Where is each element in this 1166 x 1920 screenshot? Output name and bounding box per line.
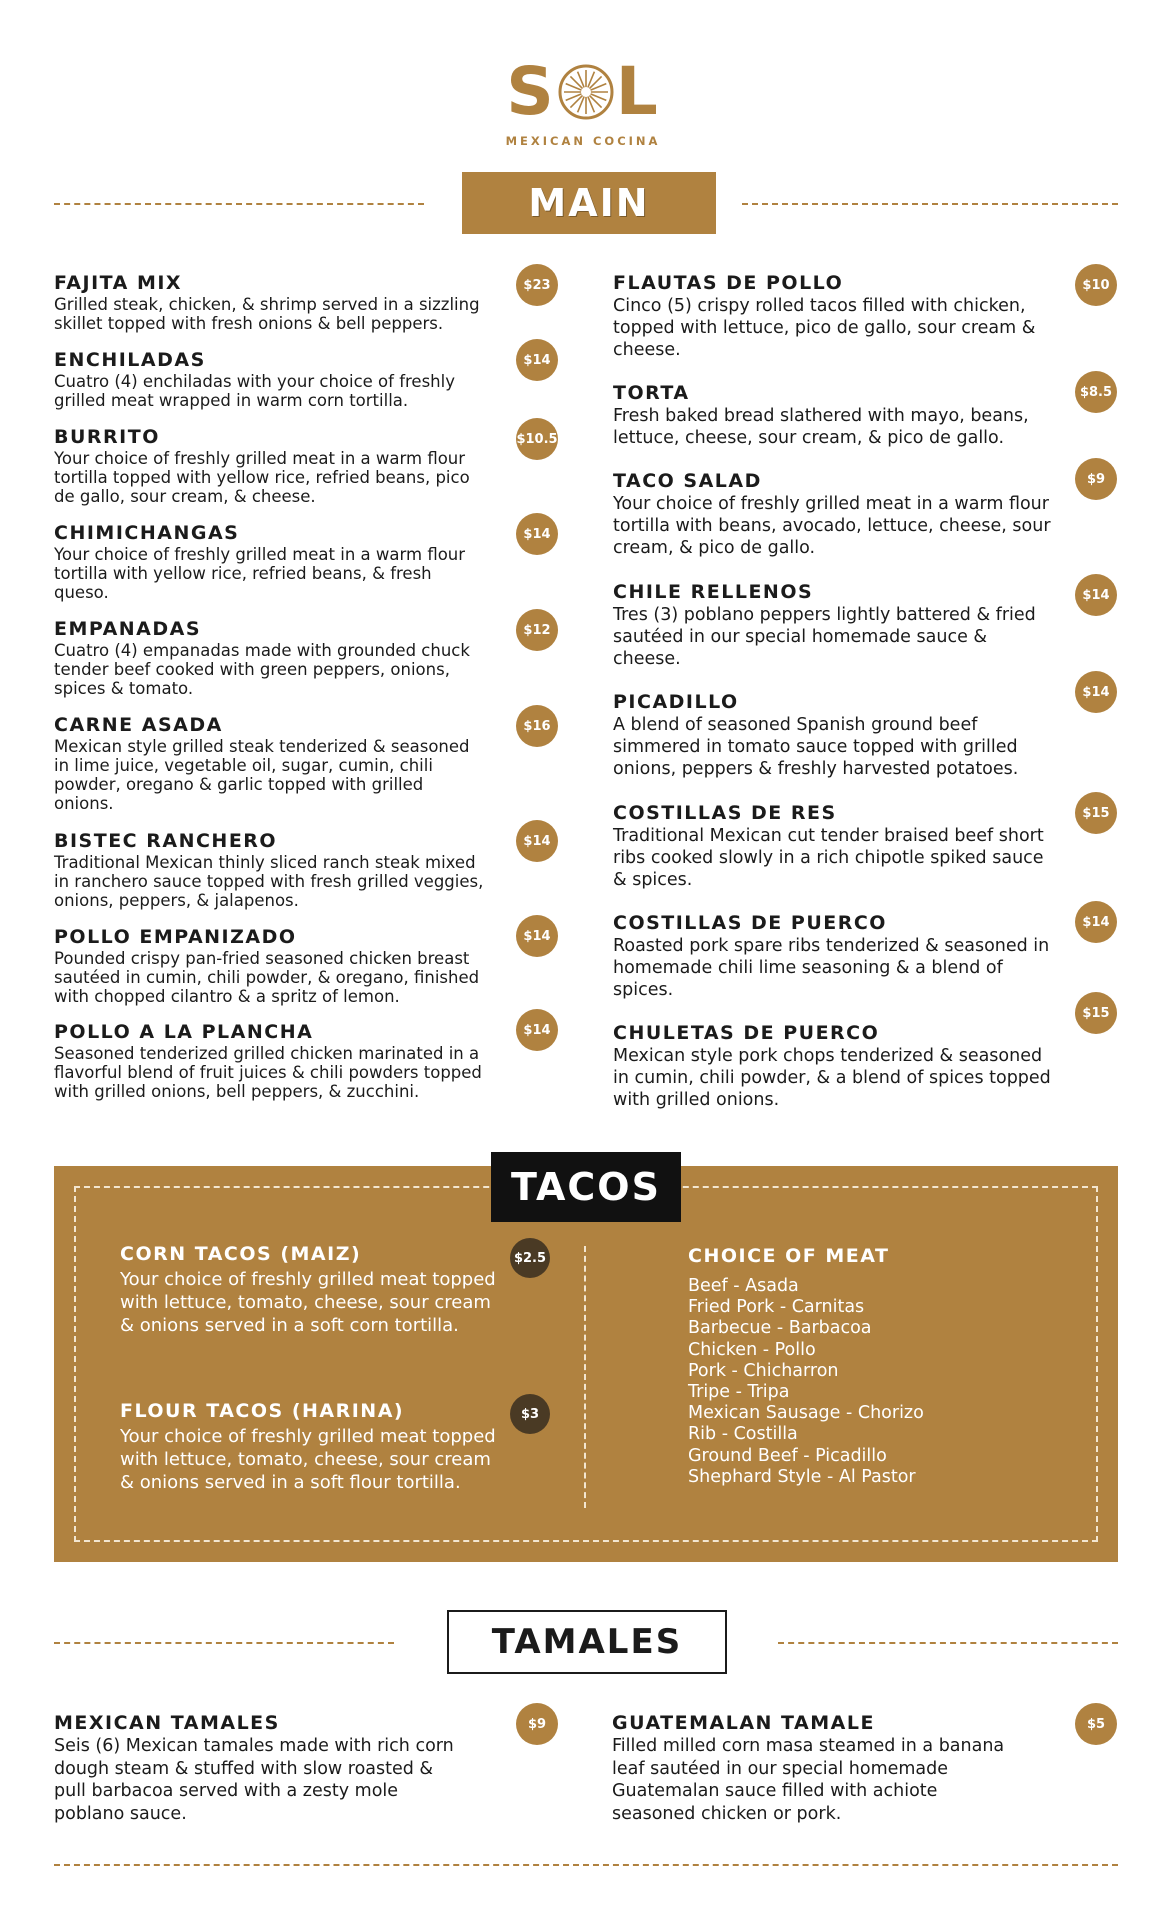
item-name: FLOUR TACOS (HARINA) [120, 1400, 405, 1422]
logo-wordmark [506, 53, 660, 130]
item-description: Your choice of freshly grilled meat in a warm flour tortilla topped with yellow rice, refried beans, pico de gallo, sour cream, & cheese. [54, 449, 470, 506]
menu-item [612, 1712, 1012, 1825]
menu-item [613, 1022, 1053, 1111]
menu-item [54, 714, 484, 813]
logo-tagline: MEXICAN COCINA [505, 134, 661, 148]
price-badge: $23 [516, 264, 558, 306]
item-name: BURRITO [54, 426, 160, 448]
price-badge: $15 [1075, 992, 1117, 1034]
price-badge: $10.5 [516, 418, 558, 460]
price-badge: $16 [516, 705, 558, 747]
divider-right [742, 203, 1118, 205]
item-name: CHILE RELLENOS [613, 581, 814, 603]
menu-item [613, 802, 1053, 891]
item-description: Cinco (5) crispy rolled tacos filled with chicken, topped with lettuce, pico de gallo, sour cream & cheese. [613, 296, 1036, 360]
meat-option: Chicken - Pollo [688, 1339, 816, 1360]
item-description: Seis (6) Mexican tamales made with rich corn dough steam & stuffed with slow roasted & pull barbacoa served with a zesty mole poblano sauce. [54, 1736, 454, 1824]
item-name: TORTA [613, 382, 690, 404]
divider-left [54, 1642, 394, 1644]
tacos-panel [54, 1166, 1118, 1562]
section-title-tacos: TACOS [491, 1152, 681, 1222]
menu-item [120, 1399, 510, 1494]
meat-option: Tripe - Tripa [688, 1382, 790, 1403]
item-description: Your choice of freshly grilled meat in a warm flour tortilla with yellow rice, refried beans, & fresh queso. [54, 545, 466, 602]
item-description: Your choice of freshly grilled meat in a warm flour tortilla with beans, avocado, lettuce, cheese, sour cream, & pico de gallo. [613, 494, 1051, 558]
price-badge: $14 [1075, 574, 1117, 616]
menu-item [54, 349, 484, 410]
price-badge: $8.5 [1075, 371, 1117, 413]
item-name: PICADILLO [613, 691, 739, 713]
price-badge: $9 [1075, 458, 1117, 500]
section-title-main: MAIN [462, 172, 716, 234]
menu-item [54, 426, 484, 506]
item-name: GUATEMALAN TAMALE [612, 1712, 875, 1734]
item-description: Roasted pork spare ribs tenderized & seasoned in homemade chili lime seasoning & a blend of spices. [613, 936, 1050, 1000]
menu-item [54, 522, 484, 602]
item-description: Mexican style grilled steak tenderized & seasoned in lime juice, vegetable oil, sugar, cumin, chili powder, oregano & garlic topped with grilled onions. [54, 737, 470, 813]
price-badge: $3 [510, 1394, 550, 1434]
price-badge: $5 [1075, 1703, 1117, 1745]
tacos-divider [584, 1246, 586, 1508]
price-badge: $9 [516, 1703, 558, 1745]
divider-left [54, 203, 424, 205]
meat-option: Rib - Costilla [688, 1424, 798, 1445]
menu-item [613, 470, 1053, 559]
price-badge: $2.5 [510, 1238, 550, 1278]
logo-letter-l: L [615, 53, 660, 130]
item-name: CHIMICHANGAS [54, 522, 240, 544]
item-description: Grilled steak, chicken, & shrimp served in a sizzling skillet topped with fresh onions & bell peppers. [54, 295, 480, 333]
section-title-tamales: TAMALES [447, 1610, 727, 1674]
price-badge: $14 [516, 339, 558, 381]
item-name: CORN TACOS (MAIZ) [120, 1243, 362, 1265]
menu-item [613, 581, 1053, 670]
price-badge: $10 [1075, 264, 1117, 306]
item-description: Cuatro (4) empanadas made with grounded chuck tender beef cooked with green peppers, onions, spices & tomato. [54, 641, 470, 698]
meat-option: Ground Beef - Picadillo [688, 1445, 887, 1466]
item-description: Filled milled corn masa steamed in a banana leaf sautéed in our special homemade Guatemalan sauce filled with achiote seasoned chicken or pork. [612, 1736, 1005, 1824]
price-badge: $14 [516, 915, 558, 957]
item-name: POLLO EMPANIZADO [54, 926, 297, 948]
price-badge: $14 [1075, 901, 1117, 943]
item-description: Fresh baked bread slathered with mayo, beans, lettuce, cheese, sour cream, & pico de gallo. [613, 406, 1029, 448]
divider-right [778, 1642, 1118, 1644]
item-description: Pounded crispy pan-fried seasoned chicken breast sautéed in cumin, chili powder, & oregano, finished with chopped cilantro & a spritz of lemon. [54, 949, 480, 1006]
menu-item [613, 382, 1053, 449]
item-name: MEXICAN TAMALES [54, 1712, 280, 1734]
menu-item [54, 272, 484, 333]
menu-item [613, 272, 1053, 361]
price-badge: $15 [1075, 792, 1117, 834]
meat-option: Fried Pork - Carnitas [688, 1297, 865, 1318]
item-name: ENCHILADAS [54, 349, 206, 371]
item-description: Your choice of freshly grilled meat topped with lettuce, tomato, cheese, sour cream & onions served in a soft flour tortilla. [120, 1426, 496, 1493]
item-description: Mexican style pork chops tenderized & seasoned in cumin, chili powder, & a blend of spices topped with grilled onions. [613, 1046, 1051, 1110]
item-name: FAJITA MIX [54, 272, 183, 294]
meat-option: Shephard Style - Al Pastor [688, 1466, 916, 1487]
item-name: TACO SALAD [613, 470, 762, 492]
item-description: Cuatro (4) enchiladas with your choice of freshly grilled meat wrapped in warm corn tortilla. [54, 372, 455, 410]
logo-letter-s: S [506, 53, 556, 130]
item-name: COSTILLAS DE PUERCO [613, 912, 887, 934]
meat-option: Barbecue - Barbacoa [688, 1318, 872, 1339]
meat-list [688, 1276, 924, 1488]
menu-item [54, 1021, 484, 1101]
divider-bottom [54, 1864, 1118, 1866]
price-badge: $14 [516, 1009, 558, 1051]
menu-item [54, 1712, 454, 1825]
item-name: FLAUTAS DE POLLO [613, 272, 844, 294]
menu-item [54, 926, 484, 1006]
price-badge: $14 [1075, 671, 1117, 713]
menu-item [54, 618, 484, 698]
item-name: CARNE ASADA [54, 714, 223, 736]
item-description: Traditional Mexican thinly sliced ranch steak mixed in ranchero sauce topped with fresh grilled veggies, onions, peppers, & jalapenos. [54, 853, 484, 910]
menu-item [54, 830, 484, 910]
sun-icon [558, 64, 614, 120]
meat-option: Pork - Chicharron [688, 1360, 839, 1381]
price-badge: $12 [516, 609, 558, 651]
menu-item [120, 1242, 510, 1337]
price-badge: $14 [516, 820, 558, 862]
item-name: POLLO A LA PLANCHA [54, 1021, 314, 1043]
item-name: CHULETAS DE PUERCO [613, 1022, 880, 1044]
menu-item [613, 691, 1053, 780]
choice-of-meat-title: CHOICE OF MEAT [688, 1245, 890, 1267]
meat-option: Beef - Asada [688, 1276, 799, 1296]
item-name: COSTILLAS DE RES [613, 802, 837, 824]
meat-option: Mexican Sausage - Chorizo [688, 1403, 924, 1424]
item-name: EMPANADAS [54, 618, 202, 640]
item-name: BISTEC RANCHERO [54, 830, 278, 852]
choice-of-meat [688, 1244, 924, 1488]
price-badge: $14 [516, 513, 558, 555]
item-description: Your choice of freshly grilled meat topped with lettuce, tomato, cheese, sour cream & onions served in a soft corn tortilla. [120, 1269, 496, 1336]
logo [0, 53, 1166, 148]
menu-item [613, 912, 1053, 1001]
item-description: Seasoned tenderized grilled chicken marinated in a flavorful blend of fruit juices & chili powders topped with grilled onions, bell peppers, & zucchini. [54, 1044, 482, 1101]
item-description: A blend of seasoned Spanish ground beef simmered in tomato sauce topped with grilled onions, peppers & freshly harvested potatoes. [613, 715, 1019, 779]
item-description: Traditional Mexican cut tender braised beef short ribs cooked slowly in a rich chipotle spiked sauce & spices. [613, 826, 1044, 890]
item-description: Tres (3) poblano peppers lightly battered & fried sautéed in our special homemade sauce & cheese. [613, 605, 1036, 669]
